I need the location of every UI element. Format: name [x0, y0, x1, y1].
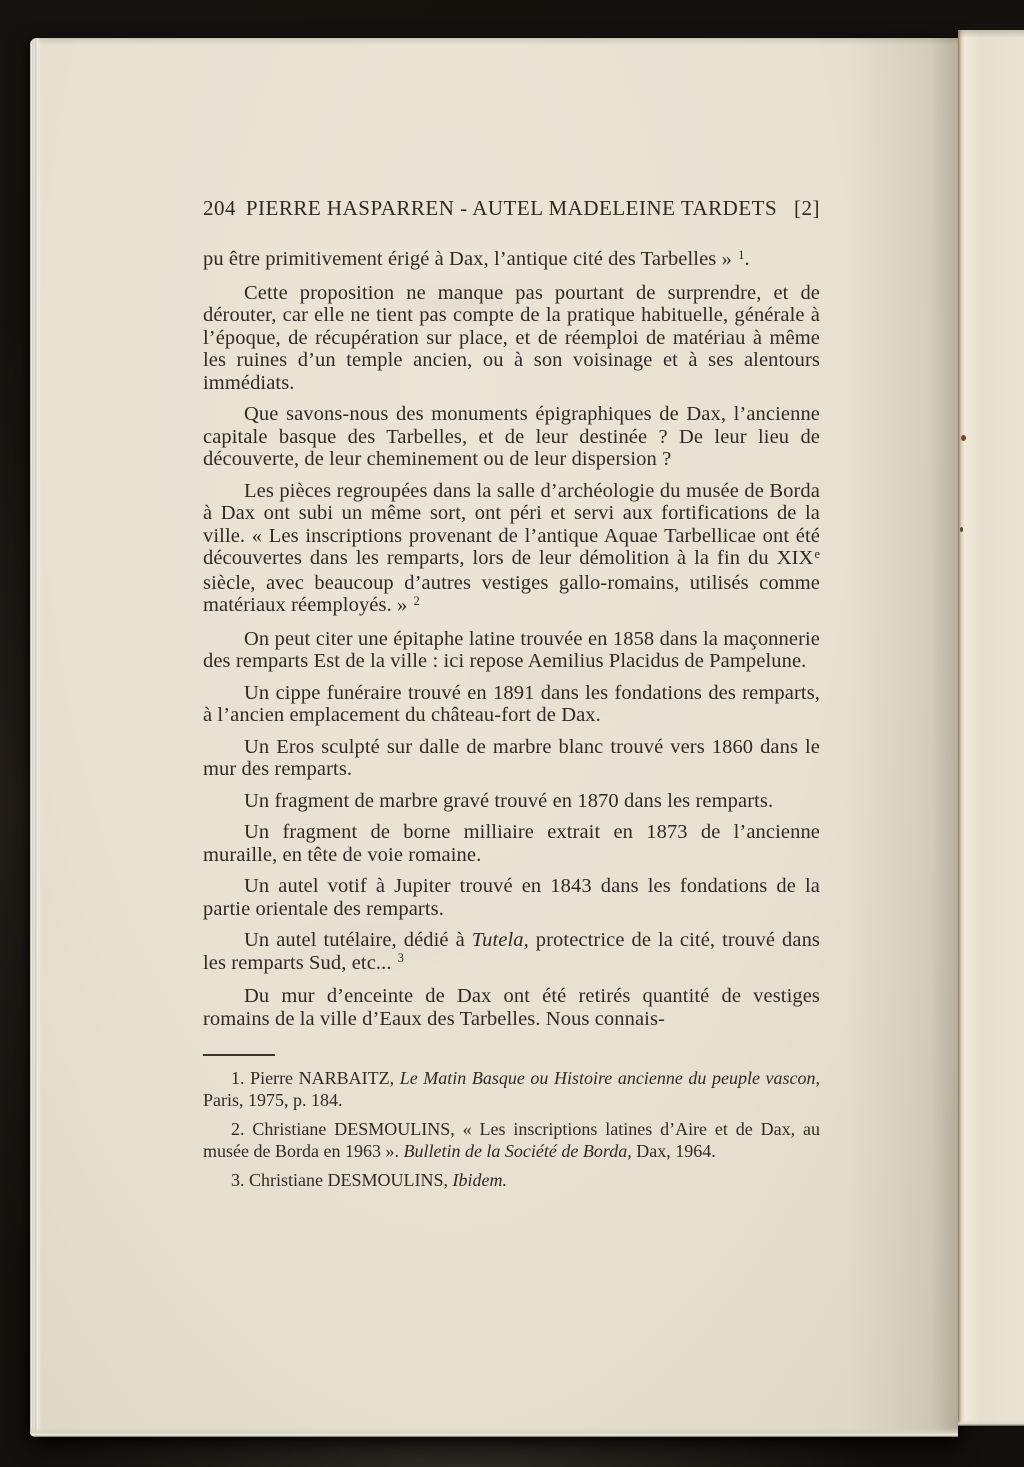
footnotes [203, 1068, 820, 1192]
running-title: PIERRE HASPARREN - AUTEL MADELEINE TARDETS [245, 196, 778, 220]
printed-area [203, 38, 820, 1200]
text-run: Que savons-nous des monuments épigraphiques de Dax, l’ancienne capitale basque des Tarbelles, et de leur destinée ? De leur lieu de découverte, de leur cheminement ou de leur dispersion ? [203, 403, 820, 470]
body-paragraph [203, 821, 820, 866]
paper-speck [961, 435, 966, 441]
page-header [203, 196, 820, 220]
body-paragraph [203, 628, 820, 673]
text-run: Les pièces regroupées dans la salle d’archéologie du musée de Borda à Dax ont subi un même sort, ont péri et servi aux fortifications de la ville. « Les inscriptions provenant de l’antique Aquae Tarbellicae ont été découvertes dans les remparts, lors de leur démolition à la fin du XIX [203, 479, 820, 569]
body-paragraph [203, 682, 820, 727]
footnote-marker: 2 [413, 593, 420, 608]
text-run: Un cippe funéraire trouvé en 1891 dans les fondations des remparts, à l’ancien emplacement du château-fort de Dax. [203, 681, 820, 726]
italic-text: Bulletin de la Société de Borda, [403, 1140, 632, 1161]
facing-page-edge [958, 30, 1024, 1426]
text-run: 1. Pierre NARBAITZ, [231, 1068, 400, 1088]
body-paragraph [203, 790, 820, 813]
body-paragraph [203, 929, 820, 976]
text-run: 3. Christiane DESMOULINS, [231, 1170, 453, 1190]
footnote [203, 1068, 820, 1111]
footnote [203, 1170, 820, 1192]
text-run: Un fragment de marbre gravé trouvé en 1870 dans les remparts. [244, 789, 774, 812]
footnote [203, 1119, 820, 1162]
body-paragraph [203, 403, 820, 471]
text-run: On peut citer une épitaphe latine trouvée en 1858 dans la maçonnerie des remparts Est de la ville : ici repose Aemilius Placidus de Pampelune. [203, 627, 820, 672]
footnote-marker: e [814, 546, 820, 561]
body-paragraph [203, 985, 820, 1030]
italic-text: Ibidem. [452, 1170, 507, 1190]
paper-speck [960, 527, 963, 532]
text-run: Paris, 1975, p. 184. [203, 1089, 343, 1110]
text-run: Un Eros sculpté sur dalle de marbre blanc trouvé vers 1860 dans le mur des remparts. [203, 735, 820, 780]
body-paragraph [203, 282, 820, 395]
article-page-bracket: [2] [794, 196, 820, 220]
body-paragraph [203, 480, 820, 619]
italic-text: Tutela, [471, 929, 529, 951]
body-paragraph [203, 248, 820, 273]
text-run: protectrice de la cité, trouvé dans les remparts Sud, etc... [203, 929, 820, 974]
text-run: Un autel tutélaire, dédié à [244, 929, 472, 951]
text-run: . [744, 248, 750, 270]
italic-text: Le Matin Basque ou Histoire ancienne du peuple vascon, [399, 1068, 820, 1088]
page-number: 204 [203, 196, 236, 220]
body-paragraph [203, 736, 820, 781]
text-run: 2. Christiane DESMOULINS, « Les inscriptions latines d’Aire et de Dax, au musée de Borda en 1963 ». [203, 1119, 820, 1161]
footnote-marker: 3 [397, 951, 405, 966]
book-page [30, 38, 958, 1437]
text-run: pu être primitivement érigé à Dax, l’antique cité des Tarbelles » [203, 248, 738, 270]
text-run: Du mur d’enceinte de Dax ont été retirés quantité de vestiges romains de la ville d’Eaux des Tarbelles. Nous connais- [203, 985, 820, 1030]
footnote-rule [203, 1054, 275, 1056]
text-run: Un autel votif à Jupiter trouvé en 1843 dans les fondations de la partie orientale des remparts. [203, 875, 820, 920]
text-run: Cette proposition ne manque pas pourtant de surprendre, et de dérouter, car elle ne tient pas compte de la pratique habituelle, générale à l’époque, de récupération sur place, et de réemploi de matériau à même les ruines d’un temple ancien, ou à son voisinage et à ses alentours immédiats. [203, 281, 820, 394]
text-run: Un fragment de borne milliaire extrait en 1873 de l’ancienne muraille, en tête de voie romaine. [203, 821, 820, 866]
footnote-marker: 1 [738, 247, 745, 262]
body-paragraph [203, 875, 820, 920]
text-run: siècle, avec beaucoup d’autres vestiges gallo-romains, utilisés comme matériaux réemployés. » [203, 571, 820, 616]
body-text [203, 248, 820, 1030]
text-run: Dax, 1964. [631, 1140, 716, 1161]
